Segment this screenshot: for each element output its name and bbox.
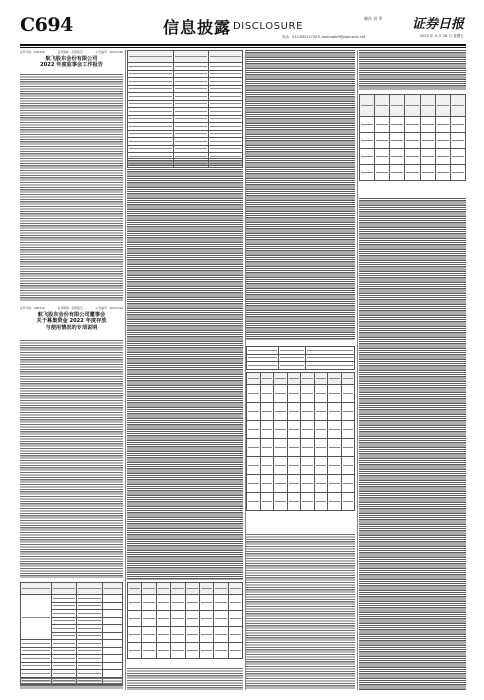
stock-abbr: 证券简称：洪都航空 [57, 50, 83, 54]
column-divider [125, 50, 126, 690]
announcement-number: 公告编号：2023-020 [95, 50, 123, 54]
column-2 [127, 50, 243, 690]
editor-credit: 制作 刘 翠 [364, 16, 383, 21]
article-body [20, 678, 123, 690]
article-company: 航飞股东会份有限公司 [45, 56, 98, 62]
column-3 [246, 50, 355, 690]
contact-info: 电话：010-83251730 E-mail:zqrb9@zqrb.sina.net [282, 35, 366, 39]
article-title: 与使用情况的专项说明 [45, 324, 98, 331]
section-title: 信息披露 [163, 18, 232, 37]
article-body [127, 158, 243, 580]
article-body [359, 198, 466, 690]
article-header [20, 306, 123, 336]
newspaper-logo: 证券日报 [411, 17, 464, 32]
stock-code: 证券代码：600316 [20, 306, 45, 310]
article-body [127, 668, 243, 690]
section-title-en: DISCLOSURE [233, 21, 303, 32]
data-table [127, 582, 243, 659]
data-table [246, 372, 355, 511]
article-header [20, 50, 123, 72]
article-body [246, 50, 355, 340]
column-divider [357, 50, 358, 690]
article-meta [20, 50, 123, 54]
masthead-rule-thin [20, 47, 466, 48]
article-title: 关于募集资金 2022 年度存放 [36, 318, 107, 324]
article-meta [20, 306, 123, 310]
masthead-rule [20, 44, 466, 46]
publication-date: 2023 年 4 月 28 日 星期五 [419, 34, 464, 38]
article-body [20, 340, 123, 578]
page-code: C694 [20, 14, 73, 36]
column-divider [245, 50, 246, 690]
data-table [127, 50, 243, 168]
data-table [20, 582, 123, 685]
article-title: 2022 年度监事会工作报告 [40, 62, 103, 68]
article-body [246, 534, 355, 690]
column-1 [20, 50, 123, 690]
masthead [20, 14, 466, 44]
data-table [359, 94, 466, 181]
column-4 [359, 50, 466, 690]
article-body [359, 50, 466, 90]
article-company: 航飞股东会份有限公司董事会 [37, 312, 106, 318]
stock-abbr: 证券简称：洪都航空 [57, 306, 83, 310]
stock-code: 证券代码：600316 [20, 50, 45, 54]
data-table [246, 346, 355, 370]
article-body [20, 74, 123, 302]
announcement-number: 公告编号：2023-021 [95, 306, 123, 310]
